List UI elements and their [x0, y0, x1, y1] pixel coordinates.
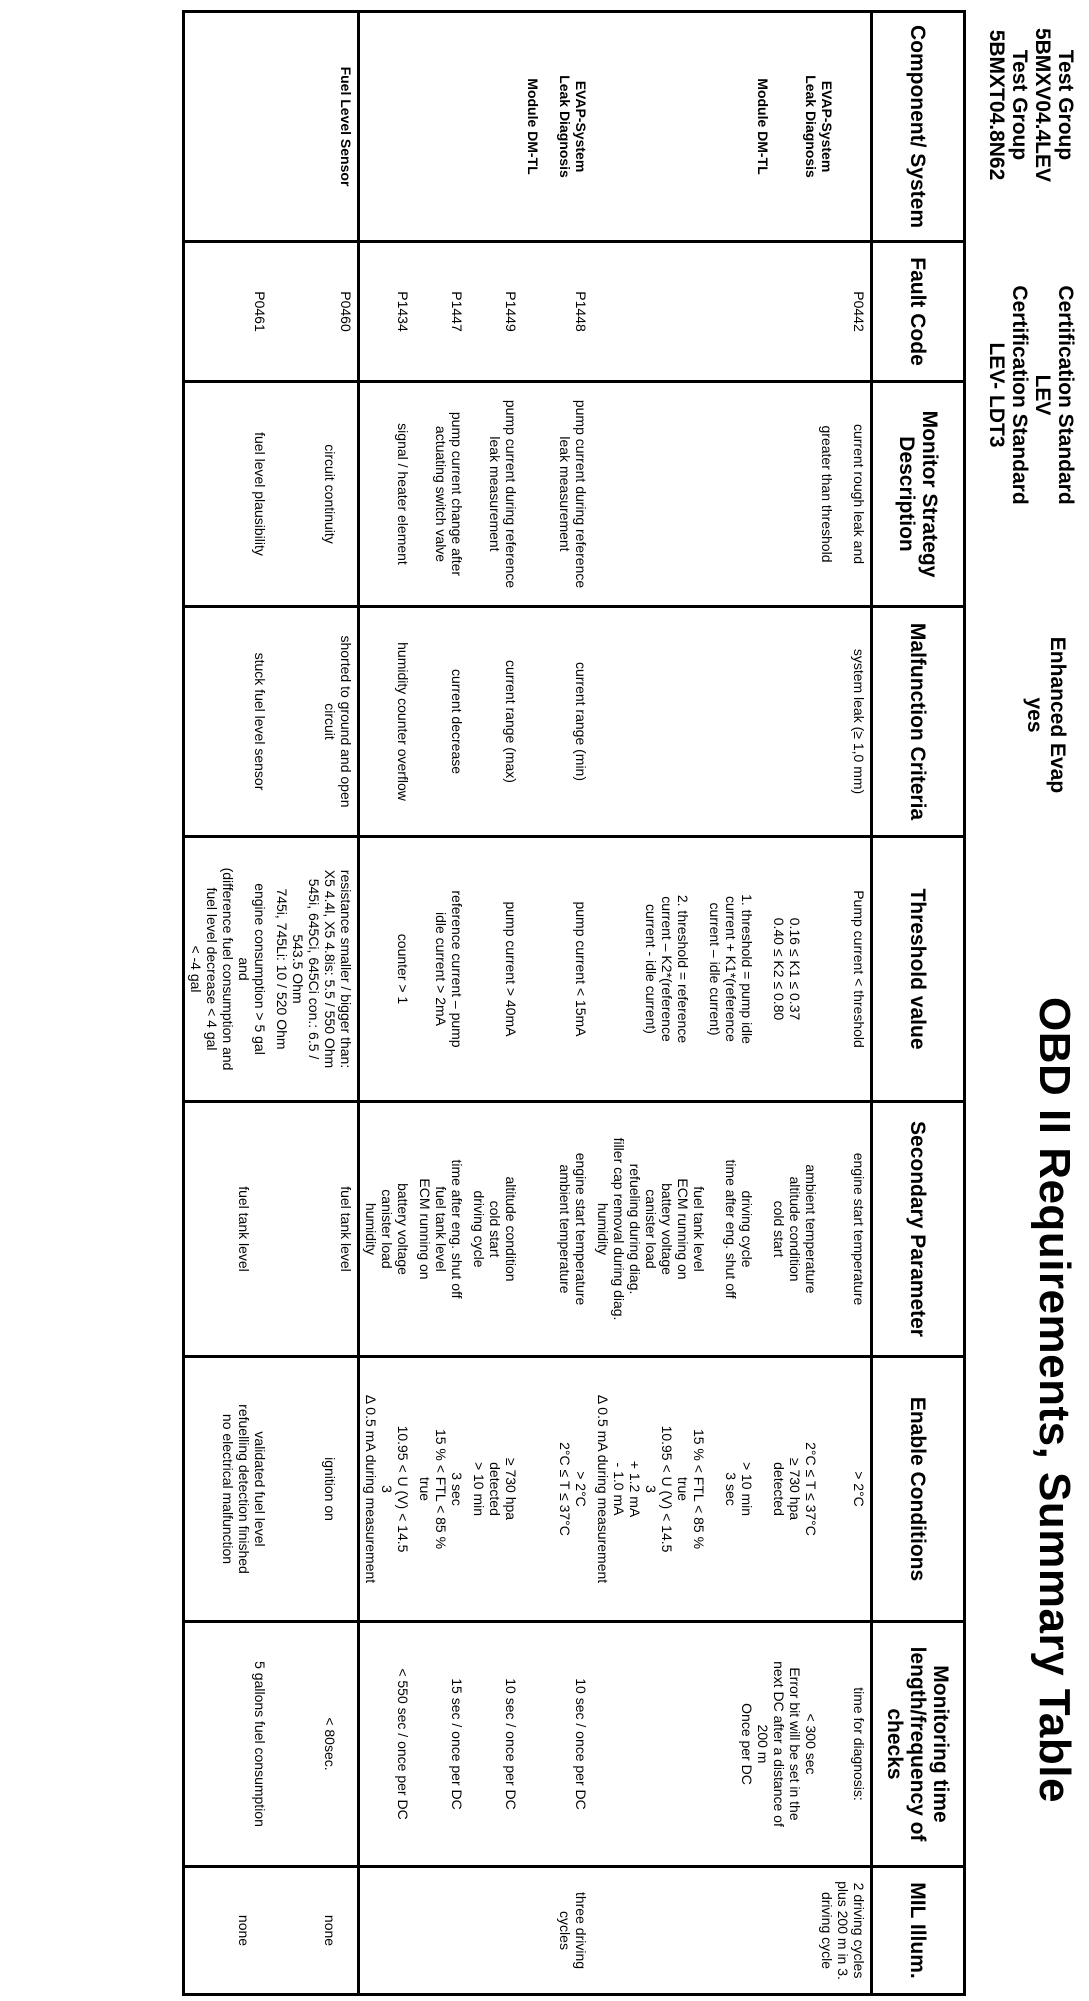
table-header-row [872, 12, 965, 1995]
cell-threshold-value [468, 837, 522, 1102]
cell-line [835, 1107, 851, 1351]
cell-line: true [675, 1476, 691, 1502]
cell-monitoring-time [592, 1622, 872, 1867]
cell-line [835, 842, 851, 1096]
cell-threshold-value [271, 837, 359, 1102]
cell-line: driving cycle [471, 1190, 487, 1268]
cell-line: 15 % < FTL < 85 % [433, 1428, 449, 1550]
cell-line: stuck fuel level sensor [252, 652, 268, 791]
cell-line: refuelling detection finished [236, 1404, 252, 1574]
cell-line: engine start temperature [573, 1152, 589, 1306]
cell-line: time after eng. shut off [449, 1159, 465, 1299]
table-row [414, 12, 468, 1995]
table-row [184, 12, 272, 1995]
cell-line: > 10 min [471, 1461, 487, 1517]
cell-line: humidity counter overflow [395, 642, 411, 801]
cell-line [707, 1107, 723, 1351]
cell-line: canister load [643, 1189, 659, 1269]
cell-line: and [236, 957, 252, 981]
cell-line: 3 sec [449, 1472, 465, 1506]
cell-line: Leak Diagnosis [803, 75, 819, 178]
cell-malfunction-criteria [359, 607, 415, 837]
column-header-monitoring-time: Monitoring time length/frequency of checks [872, 1622, 965, 1867]
cell-line: resistance smaller / bigger than: [338, 869, 354, 1069]
cell-line [691, 842, 707, 1096]
cell-monitor-strategy [522, 382, 592, 607]
cell-line: validated fuel level [252, 1431, 268, 1547]
cell-line: signal / heater element [395, 423, 411, 565]
cell-line: P1447 [449, 291, 465, 332]
cell-line: humidity [595, 1202, 611, 1256]
cell-line: ambient temperature [803, 1164, 819, 1294]
cell-line: current – K2*(reference [659, 896, 675, 1042]
cell-line: P1448 [573, 291, 589, 332]
cell-fault-code [592, 242, 872, 382]
cell-malfunction-criteria [468, 607, 522, 837]
cell-fault-code [522, 242, 592, 382]
cell-line: Δ 0.5 mA during measurement [595, 1394, 611, 1584]
cell-line: fuel tank level [236, 1186, 252, 1272]
cell-line: humidity [363, 1202, 379, 1256]
test-group-block [985, 10, 1083, 200]
cell-monitor-strategy [359, 382, 415, 607]
cell-line: engine consumption > 5 gal [252, 883, 268, 1055]
cell-line [338, 387, 354, 601]
cell-line: canister load [379, 1189, 395, 1269]
cell-line: driving cycle [739, 1190, 755, 1268]
cell-line: P1449 [503, 291, 519, 332]
cell-threshold-value [184, 837, 272, 1102]
cell-malfunction-criteria [592, 607, 872, 837]
cell-threshold-value [522, 837, 592, 1102]
cell-line: 545i, 645Ci, 645Ci con.: 6.5 / [306, 878, 322, 1060]
cell-line: 745i, 745Li: 10 / 520 Ohm [274, 888, 290, 1050]
obd-summary-table [182, 10, 966, 1996]
cell-secondary-parameter [359, 1102, 415, 1357]
cell-monitor-strategy [271, 382, 359, 607]
cell-line: actuating switch valve [433, 425, 449, 563]
cell-line: EVAP-System [573, 80, 589, 173]
cell-line: ≥ 730 hpa [787, 1457, 803, 1521]
cell-line: refueling during diag. [627, 1163, 643, 1295]
cell-line: true [417, 1476, 433, 1502]
column-header-secondary-parameter: Secondary Parameter [872, 1102, 965, 1357]
cell-malfunction-criteria [271, 607, 359, 837]
cell-line: shorted to ground and open [338, 635, 354, 808]
enhanced-evap-label: Enhanced Evap [1046, 636, 1069, 794]
cell-line: plus 200 m in 3. [835, 1881, 851, 1980]
cell-line: Once per DC [739, 1703, 755, 1785]
cell-enable-conditions [522, 1357, 592, 1622]
cell-line: system leak (≥ 1,0 mm) [851, 648, 867, 795]
cell-malfunction-criteria [184, 607, 272, 837]
column-header-component: Component/ System [872, 12, 965, 242]
cell-line [541, 17, 557, 236]
cell-secondary-parameter [522, 1102, 592, 1357]
cell-line [707, 1362, 723, 1616]
cell-line: ≥ 730 hpa [503, 1457, 519, 1521]
cell-line: > 2°C [573, 1471, 589, 1507]
cell-line: 5 gallons fuel consumption [252, 1661, 268, 1827]
cell-line: fuel tank level [691, 1186, 707, 1272]
column-header-threshold-value: Threshold value [872, 837, 965, 1102]
cell-mil-illum [468, 1867, 522, 1995]
cell-line [835, 1627, 851, 1861]
column-header-monitor-strategy: Monitor Strategy Description [872, 382, 965, 607]
cell-line: Module DM-TL [755, 78, 771, 175]
cell-line [819, 1362, 835, 1616]
cell-component [468, 12, 522, 242]
cell-line: 15 sec / once per DC [449, 1678, 465, 1810]
cell-malfunction-criteria [522, 607, 592, 837]
cell-line: 3 [643, 1485, 659, 1493]
cell-line: detected [771, 1462, 787, 1516]
cell-line: engine start temperature [851, 1152, 867, 1306]
cell-line: current rough leak and [851, 423, 867, 565]
cell-line: time for diagnosis: [851, 1687, 867, 1801]
cell-line: P0442 [851, 291, 867, 332]
cell-line: altitude condition [787, 1176, 803, 1282]
cell-line: pump current < 15mA [573, 901, 589, 1037]
cell-line: greater than threshold [819, 425, 835, 563]
cell-line: 200 m [755, 1724, 771, 1764]
cell-line: X5 4.4l, X5 4.8is: 5.5 / 550 Ohm [322, 869, 338, 1069]
cell-line: 2 driving cycles [851, 1882, 867, 1979]
cell-line: < -4 gal [188, 945, 204, 993]
cell-line [755, 1362, 771, 1616]
cell-line: 2. threshold = reference [675, 894, 691, 1044]
cell-line: time after eng. shut off [723, 1159, 739, 1299]
cell-mil-illum [414, 1867, 468, 1995]
cell-malfunction-criteria [414, 607, 468, 837]
cell-line [835, 387, 851, 601]
test-group-1: 5BMXV04.4LEV [1031, 27, 1054, 183]
cell-line: cold start [771, 1200, 787, 1258]
cell-line: 1. threshold = pump idle [739, 894, 755, 1044]
cell-line: current decrease [449, 668, 465, 775]
enhanced-evap-value: yes [1023, 697, 1046, 733]
column-header-malfunction-criteria: Malfunction Criteria [872, 607, 965, 837]
cell-line: (difference fuel consumption and [220, 867, 236, 1071]
cell-line [819, 1627, 835, 1861]
cell-line: no electrical malfunction [220, 1413, 236, 1565]
enhanced-evap-block [1023, 605, 1075, 825]
cell-line: none [236, 1914, 252, 1947]
cell-line: altitude condition [503, 1176, 519, 1282]
cell-line: cold start [487, 1200, 503, 1258]
cell-line: Fuel Level Sensor [338, 66, 354, 187]
cell-monitor-strategy [184, 382, 272, 607]
cell-monitor-strategy [592, 382, 872, 607]
cell-fault-code [468, 242, 522, 382]
cell-line: pump current change after [449, 411, 465, 577]
cell-fault-code [414, 242, 468, 382]
cell-monitoring-time [359, 1622, 415, 1867]
cell-mil-illum [592, 1867, 872, 1995]
cell-line: battery voltage [659, 1183, 675, 1275]
cell-secondary-parameter [592, 1102, 872, 1357]
table-row [592, 12, 872, 1995]
cell-line: detected [487, 1462, 503, 1516]
cell-line: Module DM-TL [525, 78, 541, 175]
cell-monitoring-time [414, 1622, 468, 1867]
cell-line [835, 17, 851, 236]
cell-line: Pump current < threshold [851, 890, 867, 1048]
cell-line: fuel level decrease < 4 gal [204, 887, 220, 1051]
cell-line: circuit continuity [322, 444, 338, 544]
cell-line: 543.5 Ohm [290, 934, 306, 1004]
cell-mil-illum [184, 1867, 272, 1995]
cell-fault-code [359, 242, 415, 382]
cell-line: 0.40 ≤ K2 ≤ 0.80 [771, 917, 787, 1021]
cell-component [184, 12, 272, 242]
cell-enable-conditions [184, 1357, 272, 1622]
cell-line: current - idle current) [643, 904, 659, 1034]
cell-line: > 10 min [739, 1461, 755, 1517]
cell-monitor-strategy [468, 382, 522, 607]
cell-line: < 80sec. [322, 1717, 338, 1771]
cell-line: > 2°C [851, 1471, 867, 1507]
cell-line [787, 17, 803, 236]
test-group-2: 5BMXT04.8N62 [985, 29, 1008, 181]
cell-line: < 550 sec / once per DC [395, 1668, 411, 1820]
cell-line: 10 sec / once per DC [573, 1678, 589, 1810]
cell-line [338, 1872, 354, 1989]
cell-line: leak measurement [557, 436, 573, 552]
cell-line: circuit [322, 703, 338, 740]
cell-fault-code [184, 242, 272, 382]
cell-line: 15 % < FTL < 85 % [691, 1428, 707, 1550]
cell-enable-conditions [468, 1357, 522, 1622]
cell-line: three driving [573, 1891, 589, 1970]
cell-line: current + K1*(reference [723, 896, 739, 1042]
cell-line: Leak Diagnosis [557, 75, 573, 178]
cell-mil-illum [522, 1867, 592, 1995]
cell-line: 2°C ≤ T ≤ 37°C [803, 1442, 819, 1536]
cell-line: battery voltage [395, 1183, 411, 1275]
cell-line [252, 1872, 268, 1989]
certification-2: LEV- LDT3 [985, 342, 1008, 448]
cell-line [252, 1107, 268, 1351]
cell-line [771, 17, 787, 236]
cell-line: + 1.2 mA [627, 1460, 643, 1518]
cell-monitoring-time [522, 1622, 592, 1867]
cell-secondary-parameter [184, 1102, 272, 1357]
cell-line: ambient temperature [557, 1164, 573, 1294]
cell-line: Δ 0.5 mA during measurement [363, 1394, 379, 1584]
cell-line [835, 1362, 851, 1616]
page-title: OBD II Requirements, Summary Table [1030, 997, 1079, 1803]
certification-1: LEV [1031, 374, 1054, 416]
cell-line: current range (max) [503, 660, 519, 783]
cell-monitoring-time [271, 1622, 359, 1867]
cell-line: ignition on [322, 1457, 338, 1521]
cell-line [803, 842, 819, 1096]
cell-enable-conditions [414, 1357, 468, 1622]
cell-line [338, 1627, 354, 1861]
test-group-label-1: Test Group [1054, 49, 1077, 161]
cell-line: pump current during reference [573, 399, 589, 589]
cell-line: < 300 sec [803, 1713, 819, 1775]
cell-fault-code [271, 242, 359, 382]
column-header-fault-code: Fault Code [872, 242, 965, 382]
table-row [359, 12, 415, 1995]
cell-mil-illum [359, 1867, 415, 1995]
cell-line: Error bit will be set in the [787, 1667, 803, 1821]
cell-enable-conditions [271, 1357, 359, 1622]
cell-line: ECM running on [417, 1178, 433, 1280]
cell-line: 3 sec [723, 1472, 739, 1506]
cell-component [522, 12, 592, 242]
cell-line: - 1.0 mA [611, 1462, 627, 1516]
certification-label-2: Certification Standard [1008, 285, 1031, 505]
cell-line: 0.16 ≤ K1 ≤ 0.37 [787, 917, 803, 1021]
cell-secondary-parameter [468, 1102, 522, 1357]
cell-line: 2°C ≤ T ≤ 37°C [557, 1442, 573, 1536]
cell-line: 10.95 < U (V) < 14.5 [659, 1425, 675, 1553]
cell-line: ECM running on [675, 1178, 691, 1280]
cell-line: idle current > 2mA [433, 912, 449, 1026]
cell-line: driving cycle [819, 1891, 835, 1970]
cell-threshold-value [359, 837, 415, 1102]
cell-mil-illum [271, 1867, 359, 1995]
cell-line [338, 1362, 354, 1616]
cell-line: none [322, 1914, 338, 1947]
cell-line: P0460 [338, 291, 354, 332]
cell-line [819, 1107, 835, 1351]
cell-monitor-strategy [414, 382, 468, 607]
cell-component [592, 12, 872, 242]
cell-line [755, 842, 771, 1096]
table-body [184, 12, 872, 1995]
table-row [522, 12, 592, 1995]
cell-line: 10.95 < U (V) < 14.5 [395, 1425, 411, 1553]
cell-line: 10 sec / once per DC [503, 1678, 519, 1810]
cell-line: P1434 [395, 291, 411, 332]
column-header-mil-illum: MIL Illum. [872, 1867, 965, 1995]
cell-line: pump current during reference [503, 399, 519, 589]
cell-line: cycles [557, 1911, 573, 1950]
certification-label-1: Certification Standard [1054, 285, 1077, 505]
cell-line: P0461 [252, 291, 268, 332]
cell-enable-conditions [359, 1357, 415, 1622]
cell-line: fuel tank level [433, 1186, 449, 1272]
certification-block [985, 205, 1083, 585]
cell-line: current range (min) [573, 661, 589, 782]
cell-line: pump current > 40mA [503, 901, 519, 1037]
cell-threshold-value [414, 837, 468, 1102]
table-row [468, 12, 522, 1995]
cell-line [851, 17, 867, 236]
cell-component [271, 12, 359, 242]
cell-line: next DC after a distance of [771, 1661, 787, 1827]
cell-threshold-value [592, 837, 872, 1102]
cell-line: EVAP-System [819, 80, 835, 173]
cell-enable-conditions [592, 1357, 872, 1622]
column-header-enable-conditions: Enable Conditions [872, 1357, 965, 1622]
cell-component [414, 12, 468, 242]
cell-monitoring-time [468, 1622, 522, 1867]
cell-line: current – idle current) [707, 902, 723, 1036]
cell-line: filler cap removal during diag. [611, 1137, 627, 1321]
cell-line: fuel level plausibility [252, 432, 268, 556]
test-group-label-2: Test Group [1008, 49, 1031, 161]
cell-line: counter > 1 [395, 933, 411, 1005]
cell-line: fuel tank level [338, 1186, 354, 1272]
cell-line [755, 1107, 771, 1351]
cell-line: reference current – pump [449, 890, 465, 1048]
cell-line: 3 [379, 1485, 395, 1493]
cell-component [359, 12, 415, 242]
cell-secondary-parameter [414, 1102, 468, 1357]
cell-line: leak measurement [487, 436, 503, 552]
cell-secondary-parameter [271, 1102, 359, 1357]
cell-monitoring-time [184, 1622, 272, 1867]
table-row [271, 12, 359, 1995]
cell-line [819, 842, 835, 1096]
